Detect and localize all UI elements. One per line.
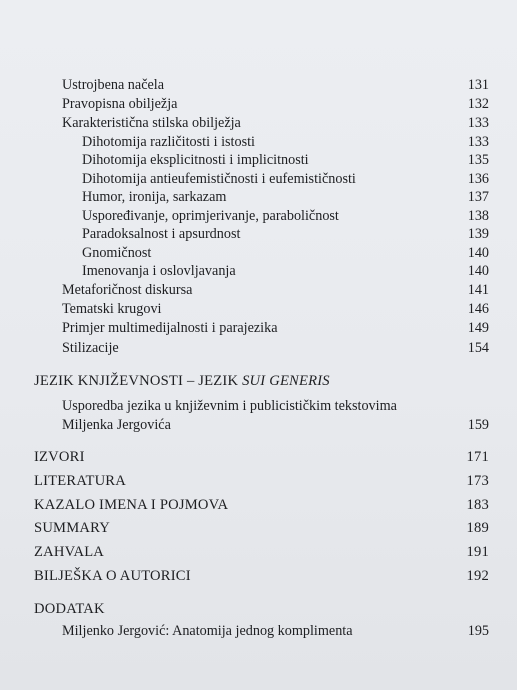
- toc-entry-line-1: Usporedba jezika u književnim i publicističkim tekstovima: [62, 398, 397, 414]
- toc-entry: [0, 340, 517, 358]
- toc-entry-page: 141: [467, 282, 489, 298]
- toc-entry: [0, 115, 517, 133]
- toc-entry-label: Ustrojbena načela: [62, 77, 165, 93]
- toc-entry: [0, 245, 517, 263]
- toc-section: [0, 449, 517, 469]
- toc-section-label: SUMMARY: [34, 520, 111, 536]
- toc-entry: [0, 263, 517, 281]
- toc-entry-label: Pravopisna obilježja: [62, 96, 178, 112]
- toc-entry-page: 140: [467, 263, 489, 279]
- toc-entry-page: 146: [467, 301, 489, 317]
- toc-entry-label: Tematski krugovi: [62, 301, 162, 317]
- toc-entry-page: 140: [467, 245, 489, 261]
- toc-entry: [0, 623, 517, 641]
- toc-entry-page: 136: [467, 171, 489, 187]
- section-title-italic: SUI GENERIS: [242, 373, 330, 389]
- toc-section-label: LITERATURA: [34, 473, 126, 489]
- toc-section-label: KAZALO IMENA I POJMOVA: [34, 497, 229, 513]
- toc-entry-label: Dihotomija antieufemističnosti i eufemističnosti: [82, 171, 356, 187]
- toc-entry: [0, 189, 517, 207]
- toc-entry-label: Uspoređivanje, oprimjerivanje, paraboličnost: [82, 208, 339, 224]
- toc-entry-label: Metaforičnost diskursa: [62, 282, 193, 298]
- section-heading-dodatak: DODATAK: [34, 601, 105, 617]
- toc-entry-label: Gnomičnost: [82, 245, 152, 261]
- toc-section-label: IZVORI: [34, 449, 85, 465]
- toc-entry: [0, 417, 517, 435]
- toc-entry-page: 133: [467, 115, 489, 131]
- toc-entry: [0, 282, 517, 300]
- toc-section-page: 171: [466, 449, 489, 465]
- toc-entry-page: 133: [467, 134, 489, 150]
- toc-entry-label: Primjer multimedijalnosti i parajezika: [62, 320, 278, 336]
- toc-entry: [0, 96, 517, 114]
- toc-entry-page: 154: [467, 340, 489, 356]
- toc-section-page: 192: [466, 568, 489, 584]
- toc-entry-page: 131: [467, 77, 489, 93]
- toc-entry-label: Stilizacije: [62, 340, 119, 356]
- toc-entry: [0, 320, 517, 338]
- toc-section-label: BILJEŠKA O AUTORICI: [34, 568, 191, 584]
- toc-entry-label: Dihotomija različitosti i istosti: [82, 134, 255, 150]
- toc-section: [0, 497, 517, 517]
- toc-entry-page: 138: [467, 208, 489, 224]
- toc-entry-page: 132: [467, 96, 489, 112]
- toc-section-page: 183: [466, 497, 489, 513]
- toc-entry: [0, 301, 517, 319]
- toc-entry: [0, 208, 517, 226]
- section-title: JEZIK KNJIŽEVNOSTI – JEZIK: [34, 373, 243, 389]
- toc-entry-label: Karakteristična stilska obilježja: [62, 115, 241, 131]
- toc-entry: [0, 152, 517, 170]
- toc-entry-label: Paradoksalnost i apsurdnost: [82, 226, 241, 242]
- toc-entry: [0, 134, 517, 152]
- toc-entry-page: 159: [467, 417, 489, 433]
- toc-section-page: 191: [466, 544, 489, 560]
- toc-entry: [0, 77, 517, 95]
- toc-section-label: ZAHVALA: [34, 544, 105, 560]
- toc-section: [0, 544, 517, 564]
- section-heading-jezik: [34, 373, 330, 390]
- toc-entry-label: Dihotomija eksplicitnosti i implicitnosti: [82, 152, 309, 168]
- toc-entry-page: 137: [467, 189, 489, 205]
- toc-section-page: 189: [466, 520, 489, 536]
- toc-section: [0, 473, 517, 493]
- toc-entry-label: Miljenko Jergović: Anatomija jednog komplimenta: [62, 623, 353, 639]
- toc-section-page: 173: [466, 473, 489, 489]
- toc-entry-page: 149: [467, 320, 489, 336]
- toc-entry-label: Imenovanja i oslovljavanja: [82, 263, 236, 279]
- toc-entry-label: Miljenka Jergovića: [62, 417, 171, 433]
- toc-entry: [0, 171, 517, 189]
- toc-entry-label: Humor, ironija, sarkazam: [82, 189, 227, 205]
- toc-entry-page: 139: [467, 226, 489, 242]
- toc-section: [0, 568, 517, 588]
- toc-entry: [0, 226, 517, 244]
- toc-entry-page: 195: [467, 623, 489, 639]
- toc-section: [0, 520, 517, 540]
- toc-entry-page: 135: [467, 152, 489, 168]
